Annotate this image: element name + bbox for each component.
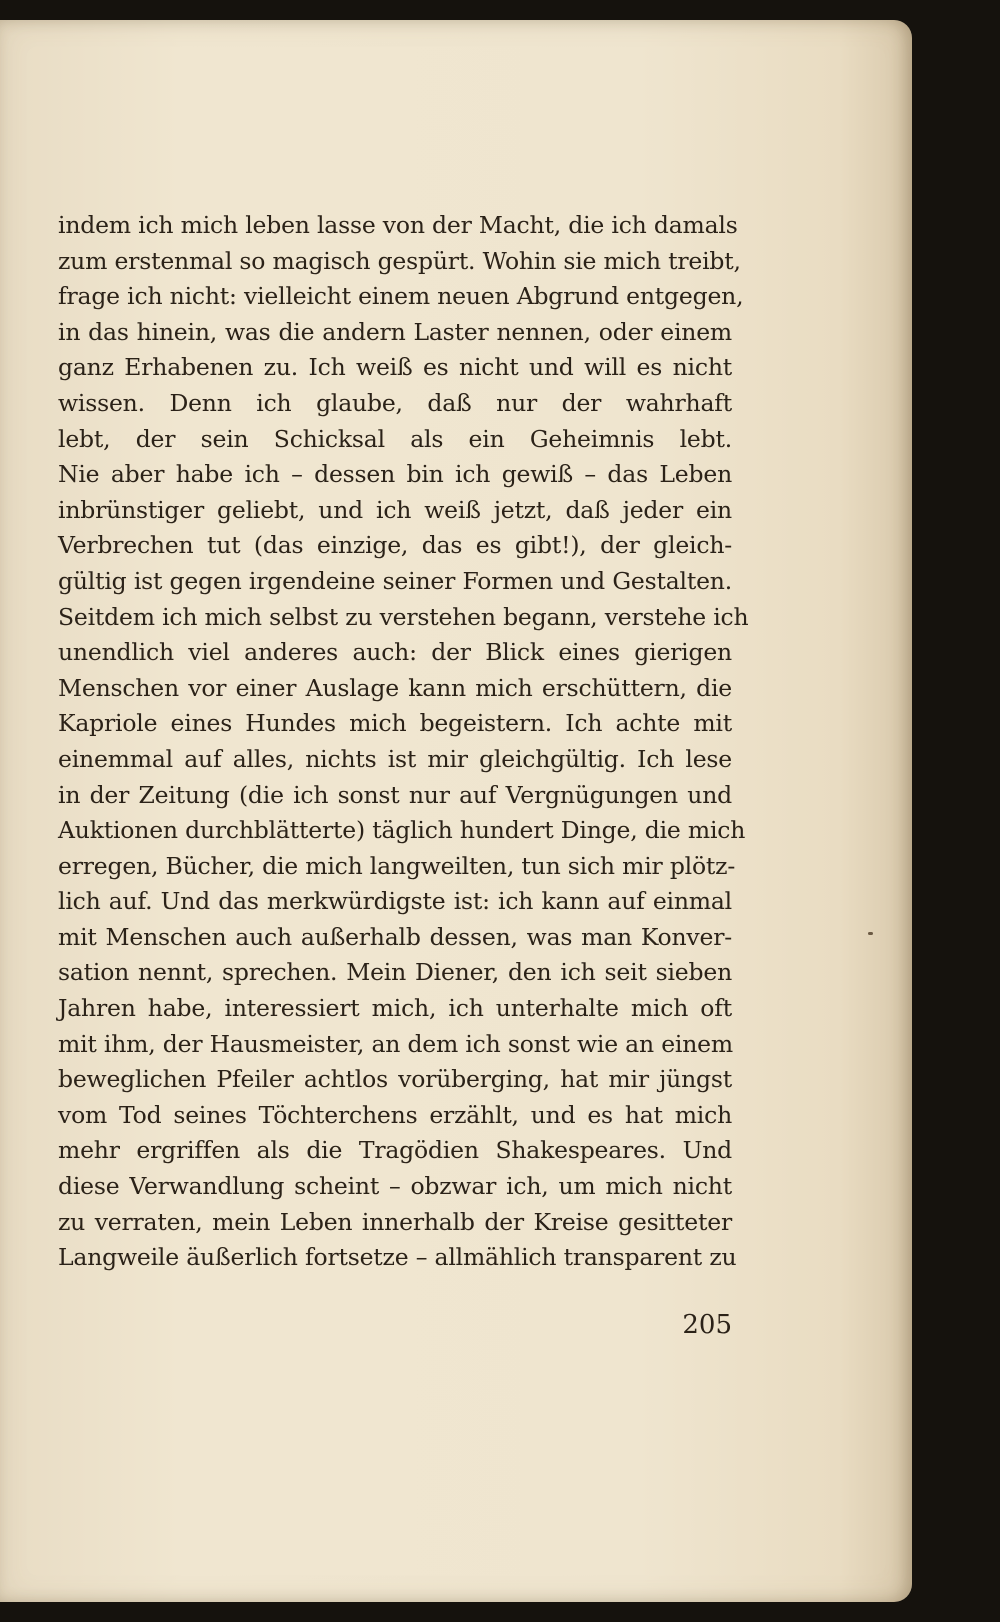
text-line: ganz Erhabenen zu. Ich weiß es nicht und will es nicht	[58, 353, 732, 382]
text-line: Verbrechen tut (das einzige, das es gibt!), der gleich-	[58, 531, 732, 560]
text-line: Kapriole eines Hundes mich begeistern. Ich achte mit	[58, 709, 732, 738]
text-line: inbrünstiger geliebt, und ich weiß jetzt, daß jeder ein	[58, 495, 732, 524]
text-line: zum erstenmal so magisch gespürt. Wohin sie mich treibt,	[58, 246, 741, 275]
text-line: unendlich viel anderes auch: der Blick eines gierigen	[58, 638, 732, 667]
text-line: sation nennt, sprechen. Mein Diener, den ich seit sieben	[58, 958, 732, 987]
text-line: erregen, Bücher, die mich langweilten, tun sich mir plötz-	[58, 851, 736, 880]
text-line: lebt, der sein Schicksal als ein Geheimnis lebt.	[58, 424, 732, 453]
text-line: in der Zeitung (die ich sonst nur auf Vergnügungen und	[58, 780, 732, 809]
text-line: indem ich mich leben lasse von der Macht, die ich damals	[58, 211, 738, 239]
text-line: diese Verwandlung scheint – obzwar ich, um mich nicht	[58, 1172, 732, 1201]
text-line: Nie aber habe ich – dessen bin ich gewiß – das Leben	[58, 460, 732, 489]
text-line: frage ich nicht: vielleicht einem neuen Abgrund entgegen,	[58, 282, 744, 311]
text-line: Auktionen durchblätterte) täglich hundert Dinge, die mich	[58, 816, 746, 845]
text-line: mit Menschen auch außerhalb dessen, was man Konver-	[58, 922, 732, 951]
text-line: Jahren habe, interessiert mich, ich unterhalte mich oft	[58, 994, 732, 1023]
body-text	[58, 208, 749, 1276]
paper-speck	[868, 932, 873, 935]
text-line: zu verraten, mein Leben innerhalb der Kreise gesitteter	[58, 1207, 732, 1236]
text-line: Menschen vor einer Auslage kann mich erschüttern, die	[58, 673, 732, 702]
text-line: vom Tod seines Töchterchens erzählt, und es hat mich	[58, 1100, 732, 1129]
text-line: mehr ergriffen als die Tragödien Shakespeares. Und	[58, 1136, 732, 1165]
text-line: beweglichen Pfeiler achtlos vorüberging, hat mir jüngst	[58, 1065, 732, 1094]
text-line: lich auf. Und das merkwürdigste ist: ich kann auf einmal	[58, 887, 732, 916]
text-line: mit ihm, der Hausmeister, an dem ich sonst wie an einem	[58, 1029, 733, 1058]
text-line: gültig ist gegen irgendeine seiner Formen und Gestalten.	[58, 566, 732, 595]
book-page	[0, 20, 912, 1602]
text-line: in das hinein, was die andern Laster nennen, oder einem	[58, 317, 732, 346]
page-number: 205	[682, 1310, 732, 1340]
text-line: Langweile äußerlich fortsetze – allmählich transparent zu	[58, 1243, 737, 1272]
text-line: Seitdem ich mich selbst zu verstehen begann, verstehe ich	[58, 602, 749, 631]
text-line: einemmal auf alles, nichts ist mir gleichgültig. Ich lese	[58, 744, 732, 773]
text-line: wissen. Denn ich glaube, daß nur der wahrhaft	[58, 388, 732, 417]
